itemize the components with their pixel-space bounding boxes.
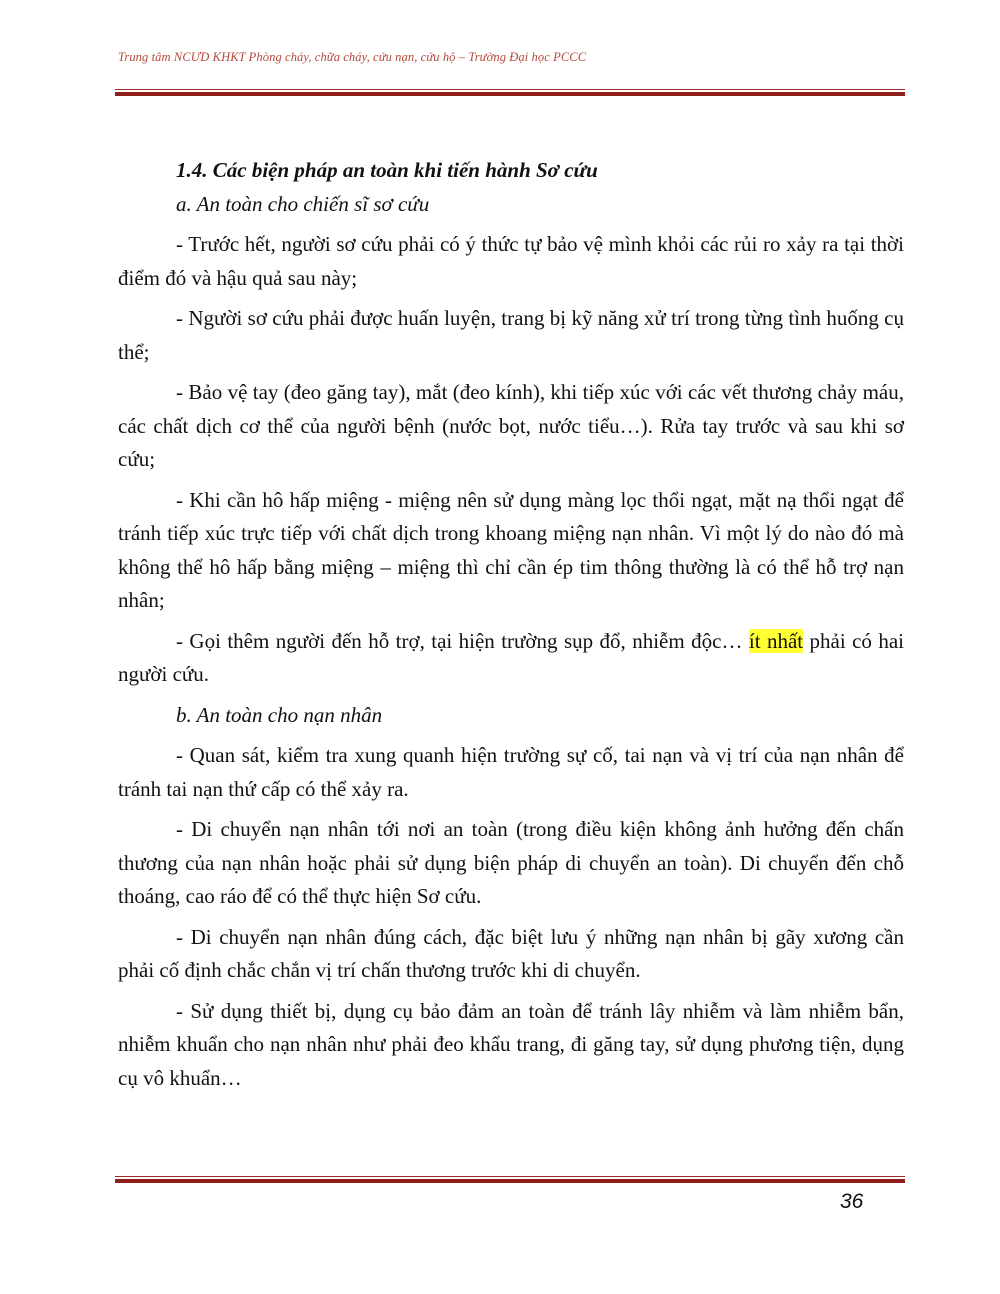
subsection-heading-a: a. An toàn cho chiến sĩ sơ cứu (176, 191, 430, 216)
header-divider-thin-line (115, 89, 905, 90)
running-header: Trung tâm NCƯD KHKT Phòng cháy, chữa cháy, cứu nạn, cứu hộ – Trường Đại học PCCC (118, 50, 587, 64)
paragraph-5-end: phải có hai người cứu. (118, 628, 904, 686)
subsection-heading-b: b. An toàn cho nạn nhân (176, 702, 383, 727)
header-divider-thick-line (115, 92, 905, 96)
paragraph-5-start: - Gọi thêm người đến hỗ trợ, tại hiện trường sụp đổ, nhiễm độc… (176, 628, 749, 653)
highlighted-text: ít nhất (748, 628, 804, 653)
page-number: 36 (840, 1190, 864, 1213)
document-body (118, 154, 904, 1102)
paragraph-7: - Di chuyển nạn nhân tới nơi an toàn (trong điều kiện không ảnh hưởng đến chấn thương của nạn nhân hoặc phải sử dụng biện pháp di chuyển an toàn). Di chuyển đến chỗ thoáng, cao ráo để có thể thực hiện Sơ cứu. (118, 817, 904, 908)
paragraph-4: - Khi cần hô hấp miệng - miệng nên sử dụng màng lọc thổi ngạt, mặt nạ thổi ngạt để tránh tiếp xúc trực tiếp với chất dịch trong khoang miệng nạn nhân. Vì một lý do nào đó mà không thể hô hấp bằng miệng – miệng thì chỉ cần ép tim thông thường là có thể hỗ trợ nạn nhân; (118, 487, 904, 612)
paragraph-3: - Bảo vệ tay (đeo găng tay), mắt (đeo kính), khi tiếp xúc với các vết thương chảy máu, các chất dịch cơ thể của người bệnh (nước bọt, nước tiểu…). Rửa tay trước và sau khi sơ cứu; (118, 380, 904, 471)
paragraph-2: - Người sơ cứu phải được huấn luyện, trang bị kỹ năng xử trí trong từng tình huống cụ thể; (118, 306, 904, 364)
footer-divider-thick-line (115, 1179, 905, 1183)
paragraph-1: - Trước hết, người sơ cứu phải có ý thức tự bảo vệ mình khỏi các rủi ro xảy ra tại thời điểm đó và hậu quả sau này; (118, 232, 904, 290)
paragraph-8: - Di chuyển nạn nhân đúng cách, đặc biệt lưu ý những nạn nhân bị gãy xương cần phải cố định chắc chắn vị trí chấn thương trước khi di chuyển. (118, 924, 904, 982)
section-heading: 1.4. Các biện pháp an toàn khi tiến hành Sơ cứu (176, 158, 598, 182)
header-divider (115, 89, 905, 96)
paragraph-6: - Quan sát, kiểm tra xung quanh hiện trường sự cố, tai nạn và vị trí của nạn nhân để tránh tai nạn thứ cấp có thể xảy ra. (118, 743, 904, 801)
paragraph-5 (118, 625, 904, 692)
footer-divider (115, 1176, 905, 1183)
footer-divider-thin-line (115, 1176, 905, 1177)
paragraph-9: - Sử dụng thiết bị, dụng cụ bảo đảm an toàn để tránh lây nhiễm và làm nhiễm bẩn, nhiễm khuẩn cho nạn nhân như phải đeo khẩu trang, đi găng tay, sử dụng phương tiện, dụng cụ vô khuẩn… (118, 998, 904, 1090)
